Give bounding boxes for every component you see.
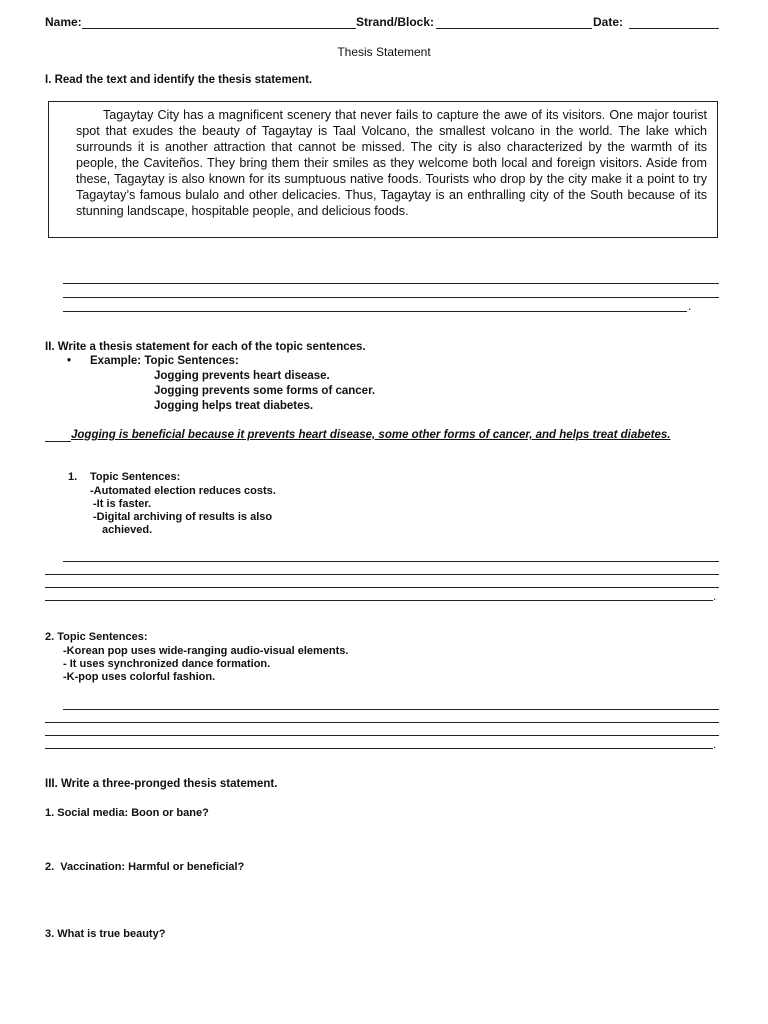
date-label: Date:	[593, 15, 624, 29]
example-answer-lead	[45, 441, 71, 442]
passage-box	[48, 101, 718, 238]
item1-number: 1.	[68, 471, 78, 483]
answer-line[interactable]	[63, 283, 719, 284]
item1-sentence: -Automated election reduces costs.	[90, 485, 276, 497]
part3-instruction: III. Write a three-pronged thesis statement.	[45, 778, 278, 790]
example-label: Example: Topic Sentences:	[90, 355, 239, 367]
example-sentence: Jogging helps treat diabetes.	[154, 400, 314, 412]
date-blank[interactable]	[629, 28, 719, 29]
answer-line[interactable]	[45, 722, 719, 723]
name-blank[interactable]	[82, 28, 356, 29]
item2-sentence: -K-pop uses colorful fashion.	[63, 671, 216, 683]
answer-line[interactable]	[45, 587, 719, 588]
line-end-period: .	[713, 589, 717, 603]
strand-blank[interactable]	[436, 28, 592, 29]
answer-line[interactable]	[63, 561, 719, 562]
item2-label: 2. Topic Sentences:	[45, 631, 148, 643]
item2-sentence: - It uses synchronized dance formation.	[63, 658, 271, 670]
example-sentence: Jogging prevents heart disease.	[154, 370, 330, 382]
answer-line[interactable]	[45, 748, 713, 749]
part3-question: 2. Vaccination: Harmful or beneficial?	[45, 861, 245, 873]
line-end-period: .	[688, 299, 692, 313]
part3-question: 1. Social media: Boon or bane?	[45, 807, 209, 819]
page-title: Thesis Statement	[337, 45, 431, 59]
part2-instruction: II. Write a thesis statement for each of the topic sentences.	[45, 341, 366, 353]
bullet-icon: •	[67, 355, 72, 367]
item1-sentence: achieved.	[102, 524, 153, 536]
answer-line[interactable]	[45, 735, 719, 736]
part3-question: 3. What is true beauty?	[45, 928, 166, 940]
answer-line[interactable]	[63, 297, 719, 298]
passage-text: Tagaytay City has a magnificent scenery that never fails to capture the awe of its visitors. One major tourist spot that exudes the beauty of Tagaytay is Taal Volcano, the smallest volcano in the world. The lake which surrounds it is another attraction that cannot be missed. The city is also characterized by the warmth of its people, the Caviteños. They bring them their smiles as they welcome both local and foreign visitors. Aside from these, Tagaytay is also known for its sumptuous native foods. Tourists who drop by the city make it a point to try Tagaytay’s famous bulalo and other delicacies. Thus, Tagaytay is an enthralling city of the South because of its stunning landscape, hospitable people, and delicious foods.	[76, 108, 707, 218]
answer-line[interactable]	[45, 574, 719, 575]
name-label: Name:	[45, 15, 82, 29]
item1-sentence: -It is faster.	[93, 498, 152, 510]
item1-sentence: -Digital archiving of results is also	[93, 511, 273, 523]
item2-sentence: -Korean pop uses wide-ranging audio-visual elements.	[63, 645, 349, 657]
item1-label: Topic Sentences:	[90, 471, 181, 483]
answer-line[interactable]	[63, 311, 687, 312]
part1-instruction: I. Read the text and identify the thesis statement.	[45, 74, 313, 86]
line-end-period: .	[713, 737, 717, 751]
answer-line[interactable]	[45, 600, 713, 601]
strand-label: Strand/Block:	[356, 15, 435, 29]
example-answer: Jogging is beneficial because it prevents heart disease, some other forms of cancer, and helps treat diabetes.	[71, 429, 671, 441]
example-sentence: Jogging prevents some forms of cancer.	[154, 385, 376, 397]
answer-line[interactable]	[63, 709, 719, 710]
